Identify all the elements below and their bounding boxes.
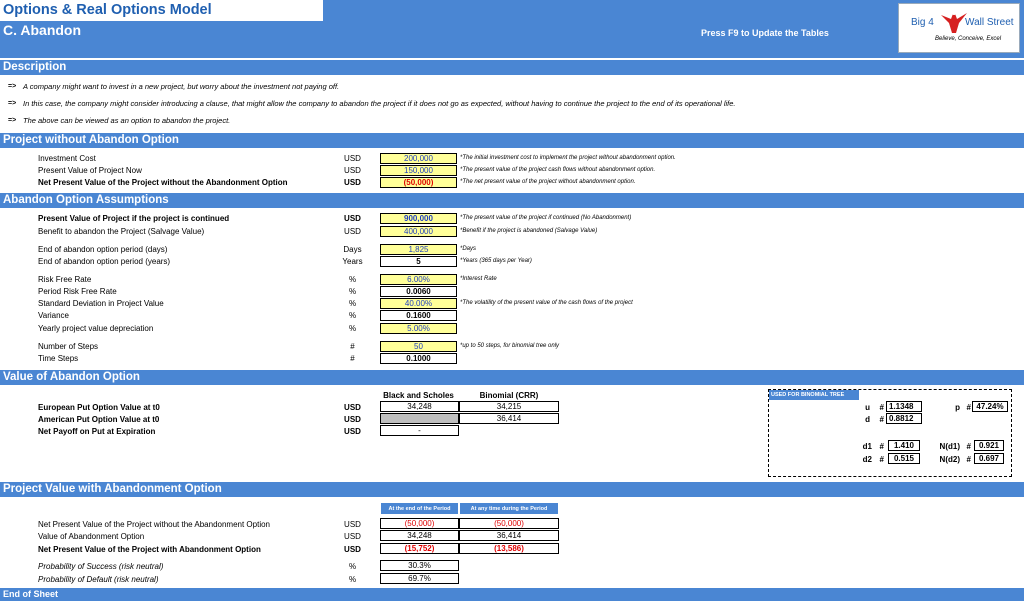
binomial-tree-tag: USED FOR BINOMIAL TREE [769,390,859,400]
row-unit: USD [344,427,361,436]
hash-marker: # [966,442,971,451]
period-rfr-cell[interactable]: 0.0060 [380,286,457,297]
row-unit: USD [344,214,361,223]
row-unit: USD [344,227,361,236]
u-label: u [865,403,870,412]
time-steps-cell[interactable]: 0.1000 [380,353,457,364]
american-put-bs-cell[interactable] [380,413,459,424]
section-project-with-header: Project Value with Abandonment Option [0,482,1024,497]
row-unit: % [348,299,357,308]
option-value-end-cell[interactable]: 34,248 [380,530,459,541]
row-unit: % [348,287,357,296]
hash-marker: # [879,455,884,464]
row-label: Net Present Value of the Project without the Abandonment Option [38,520,270,529]
nd1-value-cell[interactable]: 0.921 [974,440,1004,451]
row-note: *Interest Rate [460,276,497,282]
row-unit: % [348,311,357,320]
row-note: *The present value of the project if continued (No Abandonment) [460,215,632,221]
row-unit: # [350,342,355,351]
press-f9-note: Press F9 to Update the Tables [701,28,829,38]
row-note: *Days [460,246,477,252]
hash-marker: # [879,415,884,424]
prob-default-cell[interactable]: 69.7% [380,573,459,584]
row-note: *The net present value of the project without abandonment option. [460,179,636,185]
bullet-arrow: => [8,117,17,124]
european-put-binomial-cell[interactable]: 34,215 [459,401,559,412]
row-unit: USD [344,154,361,163]
row-label: End of abandon option period (years) [38,257,171,266]
row-label: Benefit to abandon the Project (Salvage Value) [38,227,205,236]
row-unit: USD [344,532,361,541]
model-title: Options & Real Options Model [0,0,323,21]
row-note: *The present value of the project cash flows without abandonment option. [460,167,656,173]
row-label: Value of Abandonment Option [38,532,145,541]
row-note: *Benefit if the project is abandoned (Salvage Value) [460,228,598,234]
company-logo [898,3,1020,53]
row-label: Net Present Value of the Project without the Abandonment Option [38,178,288,187]
row-note: *Years (365 days per Year) [460,258,532,264]
prob-success-cell[interactable]: 30.3% [380,560,459,571]
row-label: European Put Option Value at t0 [38,403,160,412]
period-years-cell[interactable]: 5 [380,256,457,267]
npv-with-any-cell[interactable]: (13,586) [459,543,559,554]
std-dev-input[interactable]: 40.00% [380,298,457,309]
col-header-black-scholes: Black and Scholes [383,391,454,400]
row-label: End of abandon option period (days) [38,245,168,254]
description-line-2: In this case, the company might consider introducing a clause, that might allow the company to abandon the project if it does not go as expected, without having to continue the project to the end of its operational life. [23,99,736,108]
row-unit: Days [343,245,362,254]
col-header-any-time: At any time during the Period [459,502,559,515]
hash-marker: # [966,403,971,412]
row-label: Time Steps [38,354,79,363]
nd1-label: N(d1) [939,442,960,451]
row-label: Number of Steps [38,342,99,351]
d2-label: d2 [862,455,872,464]
row-label: Present Value of Project if the project is continued [38,214,230,223]
row-unit: Years [342,257,363,266]
net-payoff-cell[interactable]: - [380,425,459,436]
section-project-without-header: Project without Abandon Option [0,133,1024,148]
row-unit: % [348,275,357,284]
row-unit: USD [344,403,361,412]
row-unit: % [348,324,357,333]
row-label: Risk Free Rate [38,275,92,284]
row-unit: USD [344,415,361,424]
row-label: Variance [38,311,69,320]
row-label: Standard Deviation in Project Value [38,299,164,308]
row-note: *The volatility of the present value of the cash flows of the project [460,300,633,306]
section-assumptions-header: Abandon Option Assumptions [0,193,1024,208]
row-label: American Put Option Value at t0 [38,415,160,424]
section-value-option-header: Value of Abandon Option [0,370,1024,385]
d1-value-cell[interactable]: 1.410 [888,440,920,451]
end-of-sheet-bar: End of Sheet [0,588,1024,601]
row-note: *up to 50 steps, for binomial tree only [460,343,560,349]
bullet-arrow: => [8,83,17,90]
pv-continued-input[interactable]: 900,000 [380,213,457,224]
hash-marker: # [879,442,884,451]
row-label: Net Payoff on Put at Expiration [38,427,156,436]
logo-text-wallstreet: Wall Street [965,17,1014,28]
npv-without-end-cell[interactable]: (50,000) [380,518,459,529]
row-unit: % [348,562,357,571]
p-value-cell[interactable]: 47.24% [972,401,1008,412]
bullet-arrow: => [8,100,17,107]
d-label: d [865,415,870,424]
p-label: p [955,403,960,412]
pv-project-now-input[interactable]: 150,000 [380,165,457,176]
row-label: Net Present Value of the Project with Abandonment Option [38,545,261,554]
period-days-input[interactable]: 1,825 [380,244,457,255]
variance-cell[interactable]: 0.1600 [380,310,457,321]
row-label: Probability of Default (risk neutral) [38,575,159,584]
description-line-3: The above can be viewed as an option to abandon the project. [23,116,231,125]
col-header-binomial: Binomial (CRR) [479,391,539,400]
logo-text-big4: Big 4 [911,17,934,28]
number-of-steps-input[interactable]: 50 [380,341,457,352]
hash-marker: # [879,403,884,412]
row-label: Period Risk Free Rate [38,287,117,296]
row-note: *The initial investment cost to implement the project without abandonment option. [460,155,676,161]
d2-value-cell[interactable]: 0.515 [888,453,920,464]
hash-marker: # [966,455,971,464]
section-description-header: Description [0,60,1024,75]
row-unit: # [350,354,355,363]
american-put-binomial-cell[interactable]: 36,414 [459,413,559,424]
salvage-value-input[interactable]: 400,000 [380,226,457,237]
row-unit: USD [344,520,361,529]
npv-without-any-cell[interactable]: (50,000) [459,518,559,529]
row-label: Probability of Success (risk neutral) [38,562,164,571]
sheet-subtitle: C. Abandon [3,22,82,38]
european-put-bs-cell[interactable]: 34,248 [380,401,459,412]
depreciation-input[interactable]: 5.00% [380,323,457,334]
logo-tagline: Believe, Conceive, Excel [935,36,1002,42]
row-label: Yearly project value depreciation [38,324,154,333]
d-value-cell[interactable]: 0.8812 [886,413,922,424]
u-value-cell[interactable]: 1.1348 [886,401,922,412]
investment-cost-input[interactable]: 200,000 [380,153,457,164]
row-unit: USD [344,166,361,175]
row-label: Investment Cost [38,154,96,163]
row-label: Present Value of Project Now [38,166,142,175]
row-unit: % [348,575,357,584]
d1-label: d1 [862,442,872,451]
npv-without-option-cell[interactable]: (50,000) [380,177,457,188]
nd2-value-cell[interactable]: 0.697 [974,453,1004,464]
row-unit: USD [344,545,361,554]
description-line-1: A company might want to invest in a new project, but worry about the investment not paying off. [23,82,340,91]
risk-free-rate-input[interactable]: 6.00% [380,274,457,285]
npv-with-end-cell[interactable]: (15,752) [380,543,459,554]
option-value-any-cell[interactable]: 36,414 [459,530,559,541]
col-header-end-of-period: At the end of the Period [380,502,459,515]
nd2-label: N(d2) [939,455,960,464]
row-unit: USD [344,178,361,187]
